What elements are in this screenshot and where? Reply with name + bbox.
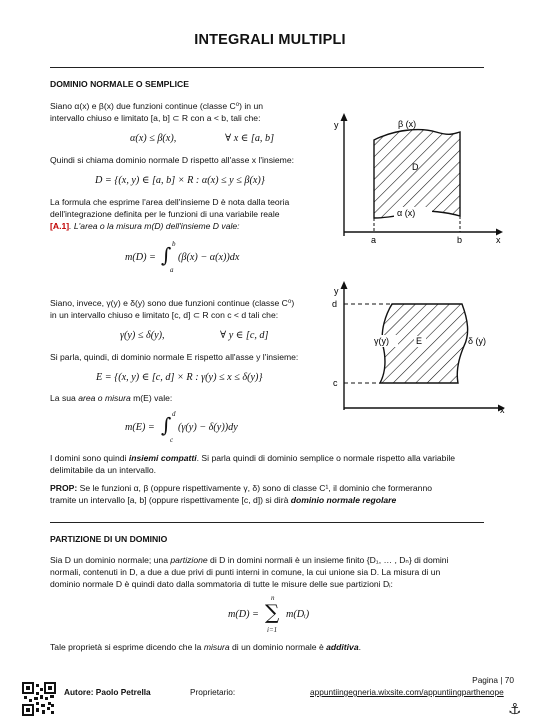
s1-paragraph-1-line-2: intervallo chiuso e limitato [a, b] ⊂ R con a < b, tali che: — [50, 113, 261, 123]
s4-line-1: Sia D un dominio normale; una partizione di D in domini normali è un insieme finito {D₁, … , Dₙ} di domini — [50, 555, 449, 565]
s3-line-2: delimitabile da un intervallo. — [50, 465, 157, 475]
integral-sign: ∫ — [161, 243, 172, 267]
section-heading-partizione: PARTIZIONE DI UN DOMINIO — [50, 534, 168, 544]
fig2-region-label: E — [416, 336, 423, 346]
figure-normal-domain-y — [328, 278, 510, 418]
s1-paragraph-3-line-1: La formula che esprime l'area dell'insieme D è nota dalla teoria — [50, 197, 290, 207]
fig1-x-label: x — [496, 235, 501, 245]
footer-owner-label: Proprietario: — [190, 687, 236, 697]
fig2-d-label: d — [332, 299, 338, 309]
fig2-c-label: c — [333, 378, 338, 388]
section-heading-dominio-normale: DOMINIO NORMALE O SEMPLICE — [50, 79, 189, 89]
fig2-x-label: x — [500, 405, 505, 415]
s2-inequality-right: ∀ y ∈ [c, d] — [220, 330, 269, 341]
page-number: Pagina | 70 — [472, 675, 514, 685]
fig1-y-label: y — [334, 120, 339, 130]
fig1-b-label: b — [457, 235, 463, 245]
s3-line-1: I domini sono quindi insiemi compatti. Si parla quindi di dominio semplice o normale rispetto alla variabile — [50, 453, 456, 463]
s2-set-definition: E = {(x, y) ∈ [c, d] × R : γ(y) ≤ x ≤ δ(y)} — [96, 372, 263, 383]
prop-line-1: PROP: Se le funzioni α, β (oppure rispettivamente γ, δ) sono di classe C¹, il dominio che formeranno — [50, 483, 433, 493]
s1-paragraph-1-line-1: Siano α(x) e β(x) due funzioni continue (classe C⁰) in un — [50, 101, 264, 111]
fig2-gamma-label: γ(y) — [374, 336, 389, 346]
s2-paragraph-2: Si parla, quindi, di dominio normale E rispetto all'asse y l'insieme: — [50, 352, 299, 362]
footer-author: Autore: Paolo Petrella — [64, 687, 151, 697]
title-rule — [50, 67, 484, 68]
s2-paragraph-3: La sua area o misura m(E) vale: — [50, 393, 173, 403]
fig2-delta-label: δ (y) — [468, 336, 487, 346]
s1-paragraph-2: Quindi si chiama dominio normale D rispetto all'asse x l'insieme: — [50, 155, 295, 165]
s4-line-2: normali, contenuti in D, a due a due privi di punti interni in comune, la cui unione sia D. La misura di un — [50, 567, 441, 577]
s2-paragraph-1-line-2: in un intervallo chiuso e limitato [c, d] ⊂ R con c < d tali che: — [50, 310, 279, 320]
qr-code-icon[interactable] — [22, 682, 56, 716]
s2-area-integral: m(E) = ∫ d c (γ(y) − δ(y))dy — [125, 410, 238, 444]
s1-area-integral: m(D) = ∫ b a (β(x) − α(x))dx — [125, 240, 240, 274]
section-rule — [50, 522, 484, 523]
s1-paragraph-3-line-3: [A.1]. L'area o la misura m(D) dell'insieme D vale: — [50, 221, 240, 231]
anchor-icon: ⚓ — [508, 700, 522, 718]
integral-sign: ∫ — [161, 413, 172, 437]
s2-paragraph-1-line-1: Siano, invece, γ(y) e δ(y) sono due funzioni continue (classe C⁰) — [50, 298, 295, 308]
page-title: INTEGRALI MULTIPLI — [194, 32, 346, 48]
s4-last-line: Tale proprietà si esprime dicendo che la misura di un dominio normale è additiva. — [50, 642, 361, 652]
summation-sign: ∑ — [265, 600, 280, 624]
domain-d-region — [374, 130, 460, 218]
prop-line-2: tramite un intervallo [a, b] (oppure rispettivamente [c, d]) si dirà dominio normale regolare — [50, 495, 397, 505]
fig1-beta-label: β (x) — [398, 119, 417, 129]
footer-site-link[interactable]: appuntiingegneria.wixsite.com/appuntiingparthenope — [310, 687, 504, 697]
s1-inequality-right: ∀ x ∈ [a, b] — [225, 133, 275, 144]
s1-paragraph-3-line-2: dell'integrazione definita per le funzioni di una variabile reale — [50, 209, 280, 219]
fig2-y-label: y — [334, 286, 339, 296]
s4-line-3: dominio normale D è quindi dato dalla sommatoria di tutte le misure delle sue partizioni Dᵢ: — [50, 579, 393, 589]
figure-normal-domain-x — [328, 112, 508, 247]
s1-set-definition: D = {(x, y) ∈ [a, b] × R : α(x) ≤ y ≤ β(x)} — [95, 175, 265, 186]
reference-a1-link[interactable]: [A.1] — [50, 221, 70, 231]
fig1-alpha-label: α (x) — [397, 208, 416, 218]
s1-inequality-left: α(x) ≤ β(x), — [130, 133, 177, 144]
s4-sum-formula: m(D) = n ∑ i=1 m(Dᵢ) — [228, 594, 310, 634]
fig1-a-label: a — [371, 235, 377, 245]
fig1-region-label: D — [412, 162, 419, 172]
s2-inequality-left: γ(y) ≤ δ(y), — [120, 330, 165, 341]
